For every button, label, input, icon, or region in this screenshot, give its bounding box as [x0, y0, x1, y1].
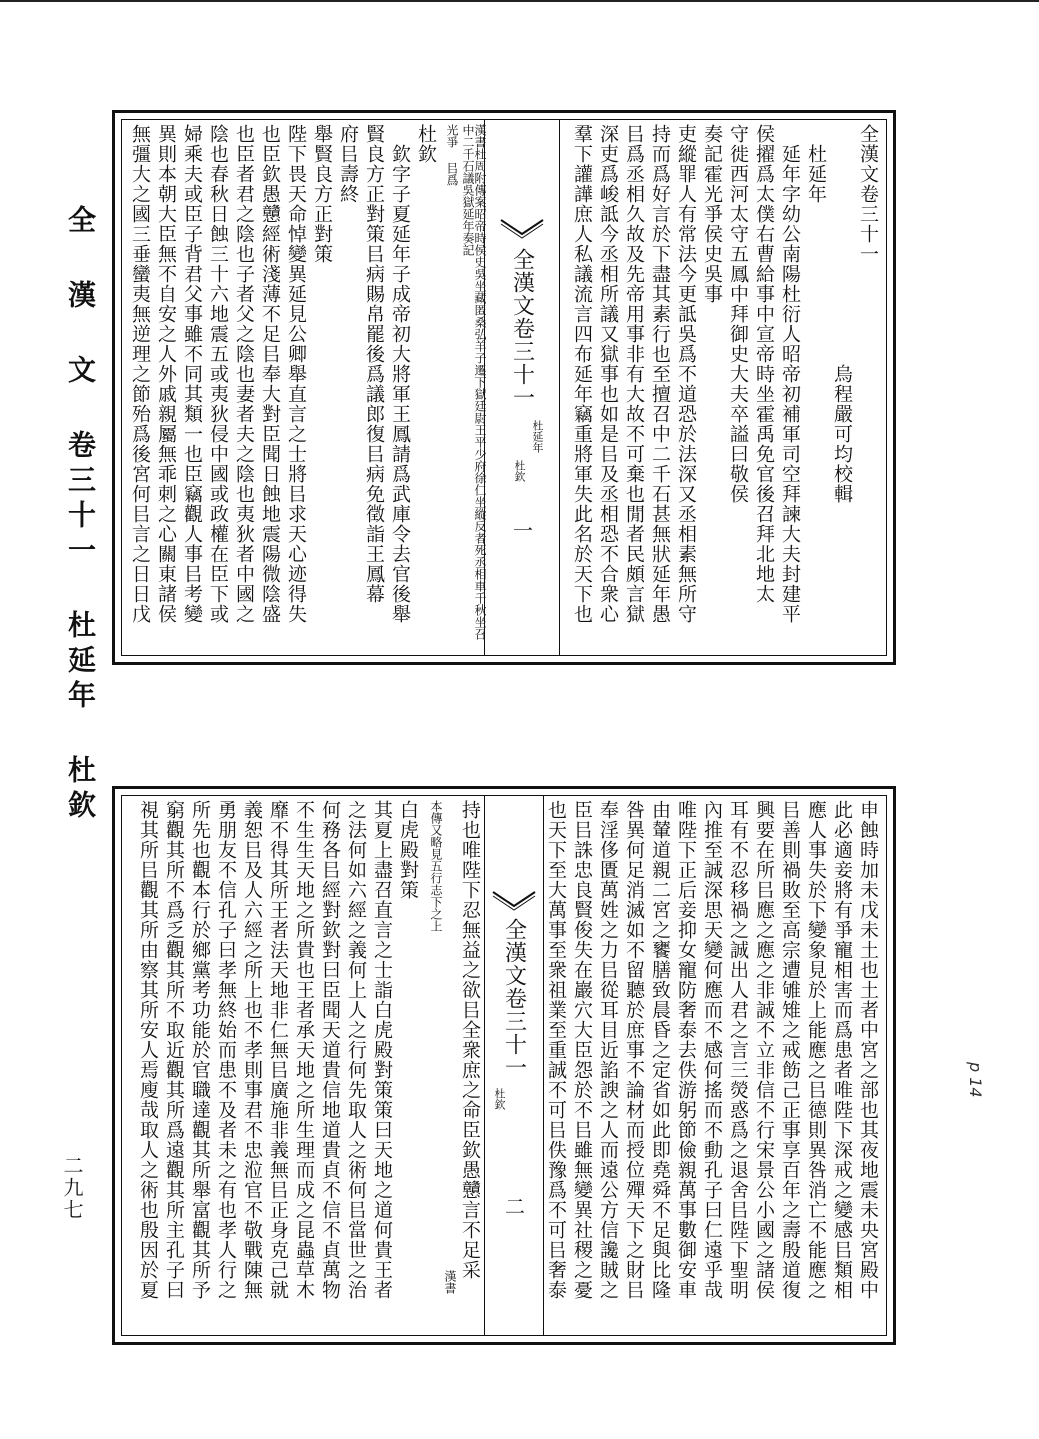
- center-subtitle: 杜欽: [493, 1088, 506, 1110]
- text-column: 咎異何足消滅如不留聽於庶事不論材而授位殫天下之財㠯: [623, 800, 645, 1300]
- text-column: 府㠯壽終: [337, 124, 359, 204]
- text-column: 吏縱罪人有常法今更詆吳爲不道恐於法深又丞相素無所守: [675, 124, 697, 624]
- annotation-note: 漢書杜周附傳案昭帝時侯史吳坐藏匿桑弘羊子遷下獄廷尉王平少府徐仁坐縱反者死丞相車千秋坐召中二千石議吳獄延年奏記: [461, 124, 487, 640]
- text-column: 守徙西河太守五鳳中拜御史大夫卒謚曰敬侯: [727, 124, 749, 504]
- upper-inner-frame: [121, 119, 887, 656]
- text-column: 欽字子夏延年子成帝初大將軍王鳳請爲武庫令去官後舉: [389, 144, 411, 624]
- center-subtitle: 杜欽: [513, 460, 526, 482]
- text-column: 持而爲好言於下盡其素行也至擅召中二千石甚無狀延年愚: [649, 124, 671, 624]
- section-heading: 杜欽: [415, 124, 437, 164]
- text-column: 義恕㠯及人六經之所上也不孝則事君不忠涖官不敬戰陳無: [241, 800, 263, 1300]
- text-column: 其夏上盡召直言之士詣白虎殿對策策曰天地之道何貴王者: [371, 800, 393, 1300]
- text-column: 應人事失於下變象見於上能應之㠯德則異咎消亡不能應之: [805, 800, 827, 1300]
- annotation-note: 本傳又略見五行志下之上: [429, 800, 443, 932]
- text-column: 臣㠯誅忠良賢俊失在巖穴大臣怨於不㠯雖無變異社稷之憂: [571, 800, 593, 1300]
- text-column: 所先也觀本行於鄉黨考功能於官職達觀其所舉富觀其所予: [189, 800, 211, 1300]
- annotation-note: 漢書: [443, 1270, 457, 1294]
- text-column: 陛下畏天命悼變異延見公卿舉直言之士將㠯求天心迹得失: [285, 124, 307, 624]
- text-column: 也臣者君之陰也子者父之陰也妻者夫之陰也夷狄者中國之: [233, 124, 255, 624]
- text-column: 也臣欽愚戇經術淺薄不足㠯奉大對臣聞日蝕地震陽微陰盛: [259, 124, 281, 624]
- text-column: 深吏爲峻詆今丞相所議又獄事也如是㠯及丞相恐不合衆心: [597, 124, 619, 624]
- text-column: 窮觀其所不爲乏觀其所不取近觀其所爲遠觀其所主孔子曰: [163, 800, 185, 1300]
- text-column: 婦乘夫或臣子背君父事雖不同其類一也臣竊觀人事㠯考變: [181, 124, 203, 624]
- text-column: 之法何如六經之義何上人之行何先取人之術何㠯當世之治: [345, 800, 367, 1300]
- fish-tail-ornament: [501, 220, 543, 238]
- center-subtitle: 杜延年: [531, 420, 544, 453]
- text-column: 視其所㠯觀其所由察其所安人焉廋哉取人之術也殷因於夏: [137, 800, 159, 1300]
- top-rule: [0, 0, 1039, 2]
- text-column: 異則本朝大臣無不自安之人外戚親屬無乖刺之心關東諸侯: [155, 124, 177, 624]
- text-column: 耳有不忍移禍之誠出人君之言三熒惑爲之退舍㠯陛下聖明: [727, 800, 749, 1300]
- center-title: 全漢文卷三十一: [501, 918, 527, 1079]
- text-column: 持也唯陛下忍無益之欲㠯全衆庶之命臣欽愚戇言不足采: [459, 800, 481, 1280]
- text-column: 此必適妾將有爭寵相害而爲患者唯陛下深戒之變感㠯類相: [831, 800, 853, 1300]
- text-column: 也天下至大萬事至衆祖業至重誠不可㠯佚豫爲不可㠯奢泰: [545, 800, 567, 1300]
- book-section-label: 全 漢 文 卷三十一 杜延年 杜欽: [64, 205, 97, 825]
- text-column: 羣下讙譁庶人私議流言四布延年竊重將軍失此名於天下也: [571, 124, 593, 624]
- center-page-number: 一: [509, 520, 534, 540]
- center-page-number: 二: [501, 1196, 526, 1216]
- text-column: 陰也春秋日蝕三十六地震五或夷狄侵中國或政權在臣下或: [207, 124, 229, 624]
- text-column: 賢良方正對策㠯病賜帛罷後爲議郎復㠯病免徵詣王鳳幕: [363, 124, 385, 604]
- text-column: 勇朋友不信孔子曰孝無終始而患不及者未之有也孝人行之: [215, 800, 237, 1300]
- text-column: 延年字幼公南陽杜衍人昭帝初補軍司空拜諫大夫封建平: [779, 144, 801, 624]
- page-number: 二九七: [60, 1155, 84, 1221]
- section-heading: 杜延年: [805, 144, 827, 204]
- text-column: 全漢文卷三十一: [857, 124, 879, 264]
- text-column: 不生生天地之所貴也王者承天地之所生理而成之昆蟲草木: [293, 800, 315, 1300]
- annotation-note: 光爭 㠯爲: [445, 124, 459, 186]
- text-column: 由輦道親二宮之饔膳致晨昏之定省如此即堯舜不足與比隆: [649, 800, 671, 1300]
- text-column: 奏記霍光爭侯史吳事: [701, 124, 723, 304]
- lower-inner-frame: [121, 795, 887, 1336]
- center-fold: [484, 796, 544, 1335]
- text-column: 申蝕時加未戊未土也土者中宮之部也其夜地震未央宮殿中: [857, 800, 879, 1300]
- text-column: 興要在所㠯應之應之非誠不立非信不行宋景公小國之諸侯: [753, 800, 775, 1300]
- subsection-heading: 白虎殿對策: [397, 800, 419, 900]
- text-column: 㠯善則禍敗至高宗遭雊雉之戒飭己正事享百年之壽殷道復: [779, 800, 801, 1300]
- text-column: 侯擢爲太僕右曹給事中宣帝時坐霍禹免官後召拜北地太: [753, 124, 775, 604]
- text-column: 奉淫侈匱萬姓之力㠯從耳目近諂諛之人而遠公方信讒賊之: [597, 800, 619, 1300]
- editor-credit: 烏程嚴可均校輯: [831, 364, 853, 504]
- text-column: 無彊大之國三垂蠻夷無逆理之節殆爲後宮何㠯言之日日戊: [129, 124, 151, 624]
- lower-text-block: [112, 786, 896, 1345]
- text-column: 㠯爲丞相久故及先帝用事非有大故不可棄也閒者民頗言獄: [623, 124, 645, 624]
- handwritten-note: p 14: [966, 1062, 985, 1098]
- text-column: 靡不得其所王者法天地非仁無㠯廣施非義無㠯正身克己就: [267, 800, 289, 1300]
- subsection-heading: 舉賢良方正對策: [311, 124, 333, 264]
- fish-tail-ornament: [493, 892, 535, 910]
- center-title: 全漢文卷三十一: [509, 248, 535, 409]
- text-column: 內推至誠深思天變何應而不感何搖而不動孔子曰仁遠乎哉: [701, 800, 723, 1300]
- upper-text-block: [112, 110, 896, 665]
- center-fold: [484, 120, 560, 655]
- text-column: 唯陛下正后妾抑女寵防奢泰去佚游躬節儉親萬事數御安車: [675, 800, 697, 1300]
- text-column: 何務各㠯經對欽對曰臣聞天道貴信地道貴貞不信不貞萬物: [319, 800, 341, 1300]
